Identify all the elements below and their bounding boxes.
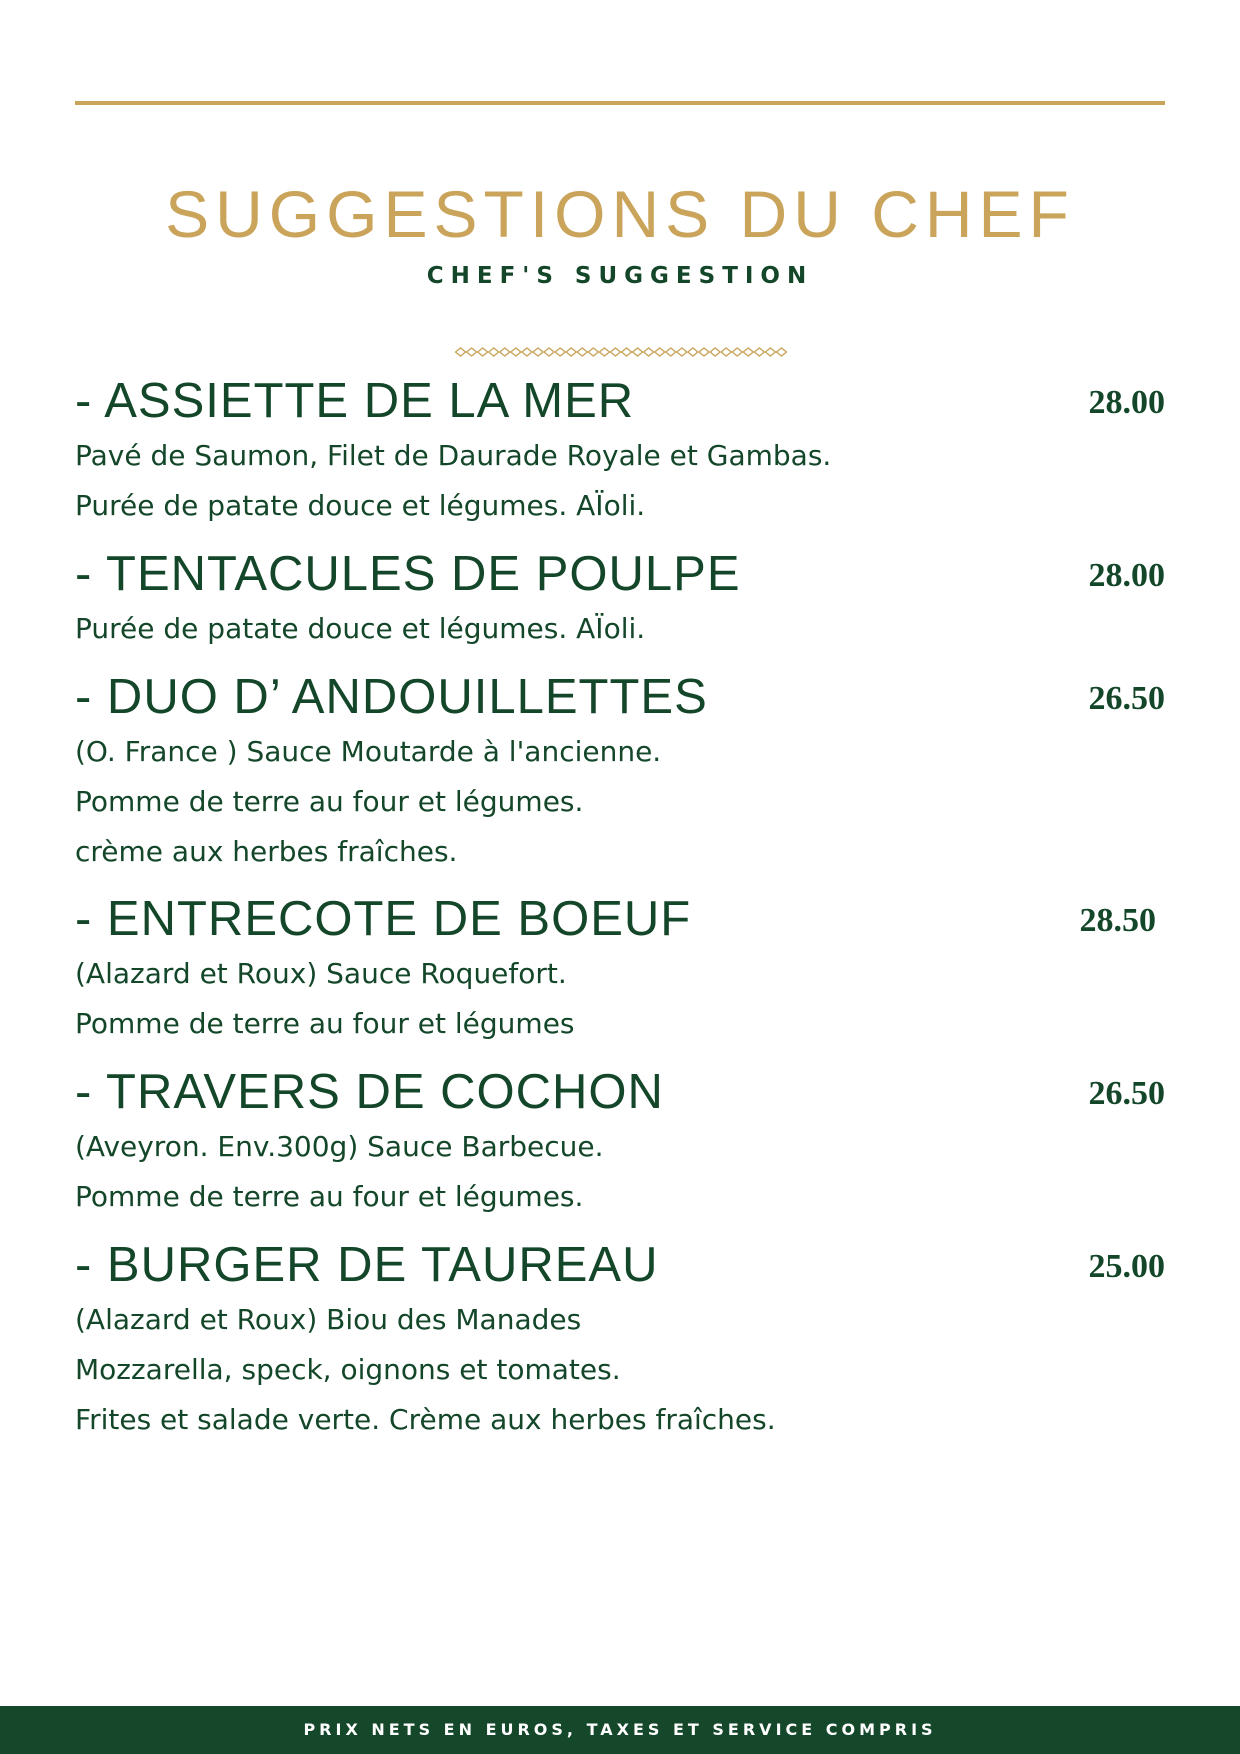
ornament-diamond <box>577 348 587 356</box>
menu-item-tentacules-de-poulpe <box>75 544 1165 654</box>
menu-item-travers-de-cochon <box>75 1062 1165 1222</box>
menu-item-description: Pomme de terre au four et légumes <box>75 1007 575 1040</box>
menu-item-description: crème aux herbes fraîches. <box>75 835 458 868</box>
menu-item-name: - ASSIETTE DE LA MER <box>75 374 635 428</box>
menu-item-description: Frites et salade verte. Crème aux herbes fraîches. <box>75 1403 776 1436</box>
menu-item-name: - TENTACULES DE POULPE <box>75 547 741 601</box>
ornament-diamond <box>522 348 532 356</box>
menu-item-price: 28.50 <box>1079 902 1156 939</box>
ornament-diamond <box>721 348 731 356</box>
menu-item-duo-d-andouillettes <box>75 667 1165 877</box>
menu-item-description: (Alazard et Roux) Sauce Roquefort. <box>75 957 567 990</box>
ornament-diamond <box>754 348 764 356</box>
footer-bar <box>0 1706 1240 1754</box>
ornament-diamond <box>732 348 742 356</box>
menu-item-description: Pomme de terre au four et légumes. <box>75 1180 584 1213</box>
ornament-diamond <box>710 348 720 356</box>
ornament-divider <box>455 345 787 359</box>
menu-item-description: Pavé de Saumon, Filet de Daurade Royale et Gambas. <box>75 439 832 472</box>
menu-item-assiette-de-la-mer <box>75 371 1165 531</box>
ornament-diamond <box>644 348 654 356</box>
ornament-diamond <box>765 348 775 356</box>
menu-item-price: 26.50 <box>1088 1075 1165 1112</box>
menu-item-description: Purée de patate douce et légumes. AÏoli. <box>75 612 646 645</box>
menu-item-name: - ENTRECOTE DE BOEUF <box>75 892 692 946</box>
ornament-diamond <box>655 348 665 356</box>
ornament-diamond <box>566 348 576 356</box>
ornament-diamond <box>599 348 609 356</box>
ornament-diamond <box>555 348 565 356</box>
ornament-diamond <box>699 348 709 356</box>
ornament-diamond <box>511 348 521 356</box>
ornament-diamond <box>622 348 632 356</box>
menu-item-entrecote-de-boeuf <box>75 889 1165 1049</box>
menu-item-description: (Aveyron. Env.300g) Sauce Barbecue. <box>75 1130 604 1163</box>
menu-item-description: (O. France ) Sauce Moutarde à l'ancienne. <box>75 735 662 768</box>
menu-item-description: Mozzarella, speck, oignons et tomates. <box>75 1353 621 1386</box>
ornament-diamond <box>588 348 598 356</box>
ornament-diamond <box>478 348 488 356</box>
menu-item-price: 28.00 <box>1088 557 1165 594</box>
top-divider <box>75 101 1165 105</box>
menu-item-price: 25.00 <box>1088 1248 1165 1285</box>
menu-item-name: - BURGER DE TAUREAU <box>75 1238 659 1292</box>
ornament-diamond <box>776 348 786 356</box>
menu-item-burger-de-taureau <box>75 1235 1165 1445</box>
ornament-diamond <box>467 348 477 356</box>
menu-item-name: - DUO D’ ANDOUILLETTES <box>75 670 708 724</box>
ornament-diamond <box>743 348 753 356</box>
ornament-diamond <box>533 348 543 356</box>
ornament-diamond <box>489 348 499 356</box>
menu-item-name: - TRAVERS DE COCHON <box>75 1065 664 1119</box>
page-title: SUGGESTIONS DU CHEF <box>165 177 1075 251</box>
footer-note: PRIX NETS EN EUROS, TAXES ET SERVICE COMPRIS <box>303 1720 937 1739</box>
ornament-diamond <box>610 348 620 356</box>
ornament-diamond <box>544 348 554 356</box>
ornament-diamond <box>688 348 698 356</box>
ornament-diamond <box>633 348 643 356</box>
menu-item-description: Purée de patate douce et légumes. AÏoli. <box>75 489 646 522</box>
ornament-diamond <box>666 348 676 356</box>
menu-item-price: 28.00 <box>1088 384 1165 421</box>
menu-item-description: Pomme de terre au four et légumes. <box>75 785 584 818</box>
menu-item-description: (Alazard et Roux) Biou des Manades <box>75 1303 582 1336</box>
ornament-diamond <box>677 348 687 356</box>
page-subtitle: CHEF'S SUGGESTION <box>426 263 814 289</box>
ornament-diamond <box>456 348 466 356</box>
ornament-diamond <box>500 348 510 356</box>
menu-item-price: 26.50 <box>1088 680 1165 717</box>
